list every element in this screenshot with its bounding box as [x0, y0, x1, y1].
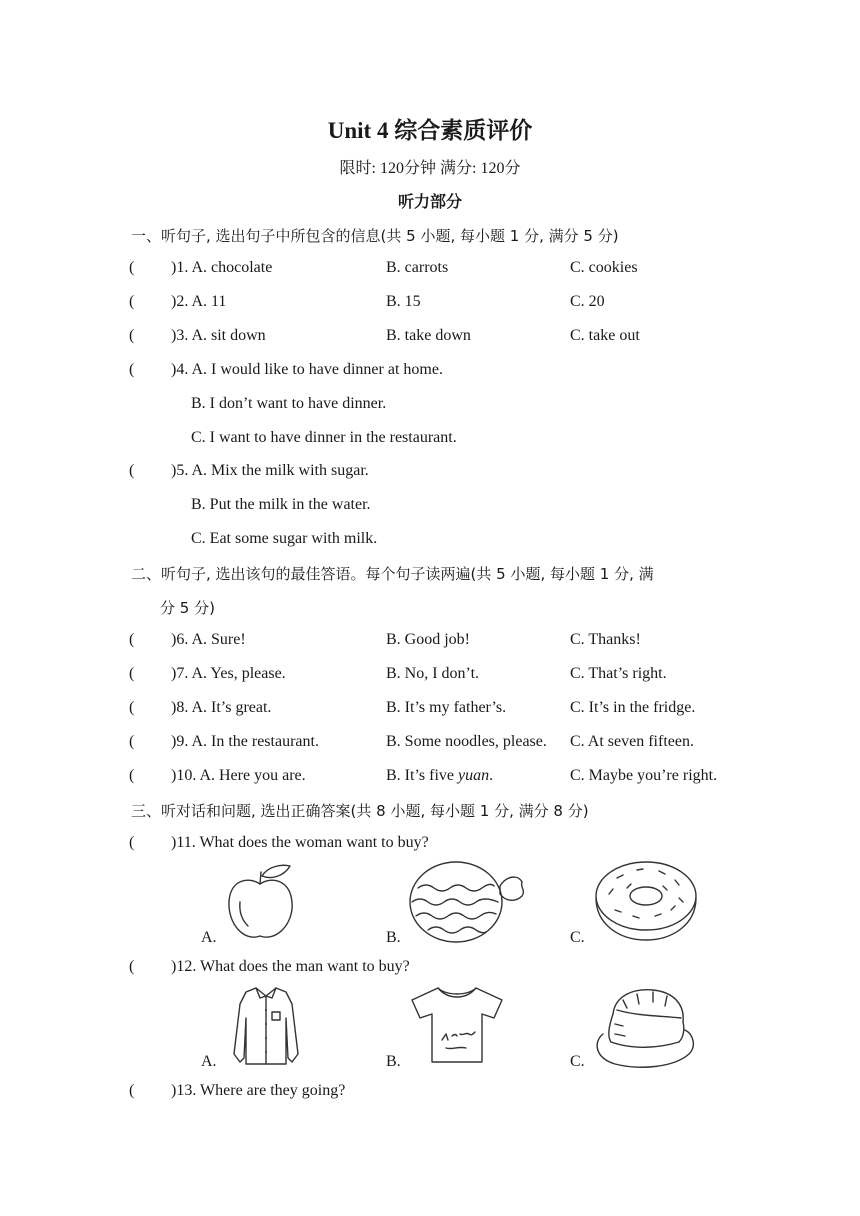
question-7-option-c: C. That’s right.	[570, 665, 667, 682]
option-a-label: A.	[201, 929, 217, 946]
answer-paren: (	[129, 631, 135, 648]
question-4-option-c: C. I want to have dinner in the restaurant.	[191, 429, 457, 446]
question-7: )7. A. Yes, please.	[171, 665, 286, 682]
answer-paren: (	[129, 361, 135, 378]
option-b-text: B. It’s five	[386, 767, 458, 784]
question-2-option-c: C. 20	[570, 293, 605, 310]
question-11: )11. What does the woman want to buy?	[171, 834, 429, 851]
question-5-option-c: C. Eat some sugar with milk.	[191, 530, 378, 547]
question-1-option-b: B. carrots	[386, 259, 449, 276]
option-b-label: B.	[386, 929, 401, 946]
hat-icon	[593, 984, 697, 1070]
question-12: )12. What does the man want to buy?	[171, 958, 410, 975]
question-10-option-b	[386, 767, 493, 785]
question-13: )13. Where are they going?	[171, 1082, 346, 1099]
option-b-end: .	[489, 767, 494, 784]
question-6-option-c: C. Thanks!	[570, 631, 641, 648]
option-c-label: C.	[570, 929, 585, 946]
question-4: )4. A. I would like to have dinner at home.	[171, 361, 443, 378]
watermelon-icon	[408, 858, 524, 944]
section-2-heading-cont: 分 5 分)	[160, 599, 215, 617]
question-4-option-b: B. I don’t want to have dinner.	[191, 395, 387, 412]
answer-paren: (	[129, 733, 135, 750]
question-3-option-b: B. take down	[386, 327, 471, 344]
answer-paren: (	[129, 665, 135, 682]
question-8-option-b: B. It’s my father’s.	[386, 699, 507, 716]
donut-icon	[593, 858, 699, 944]
question-6: )6. A. Sure!	[171, 631, 246, 648]
option-b-label: B.	[386, 1053, 401, 1070]
answer-paren: (	[129, 259, 135, 276]
section-2-heading: 二、听句子, 选出该句的最佳答语。每个句子读两遍(共 5 小题, 每小题 1 分, 满	[131, 565, 654, 583]
question-2: )2. A. 11	[171, 293, 227, 310]
question-2-option-b: B. 15	[386, 293, 421, 310]
question-5: )5. A. Mix the milk with sugar.	[171, 462, 369, 479]
question-9-option-c: C. At seven fifteen.	[570, 733, 694, 750]
question-10: )10. A. Here you are.	[171, 767, 306, 784]
answer-paren: (	[129, 958, 135, 975]
time-limit: 限时: 120分钟 满分: 120分	[339, 160, 521, 177]
question-10-option-c: C. Maybe you’re right.	[570, 767, 718, 784]
question-9: )9. A. In the restaurant.	[171, 733, 319, 750]
section-1-heading: 一、听句子, 选出句子中所包含的信息(共 5 小题, 每小题 1 分, 满分 5 分)	[131, 227, 619, 245]
question-1-option-c: C. cookies	[570, 259, 638, 276]
question-9-option-b: B. Some noodles, please.	[386, 733, 547, 750]
answer-paren: (	[129, 327, 135, 344]
answer-paren: (	[129, 462, 135, 479]
page-title: Unit 4 综合素质评价	[327, 118, 533, 143]
shirt-icon	[226, 984, 306, 1068]
part-title: 听力部分	[397, 194, 462, 211]
answer-paren: (	[129, 767, 135, 784]
answer-paren: (	[129, 699, 135, 716]
question-3-option-c: C. take out	[570, 327, 640, 344]
question-1: )1. A. chocolate	[171, 259, 273, 276]
question-7-option-b: B. No, I don’t.	[386, 665, 480, 682]
answer-paren: (	[129, 834, 135, 851]
tshirt-icon	[408, 984, 506, 1066]
question-6-option-b: B. Good job!	[386, 631, 470, 648]
question-8: )8. A. It’s great.	[171, 699, 272, 716]
answer-paren: (	[129, 293, 135, 310]
option-b-italic: yuan	[458, 767, 490, 784]
option-a-label: A.	[201, 1053, 217, 1070]
option-c-label: C.	[570, 1053, 585, 1070]
question-3: )3. A. sit down	[171, 327, 266, 344]
answer-paren: (	[129, 1082, 135, 1099]
section-3-heading: 三、听对话和问题, 选出正确答案(共 8 小题, 每小题 1 分, 满分 8 分)	[131, 802, 589, 820]
question-5-option-b: B. Put the milk in the water.	[191, 496, 371, 513]
apple-icon	[226, 862, 296, 942]
question-8-option-c: C. It’s in the fridge.	[570, 699, 696, 716]
